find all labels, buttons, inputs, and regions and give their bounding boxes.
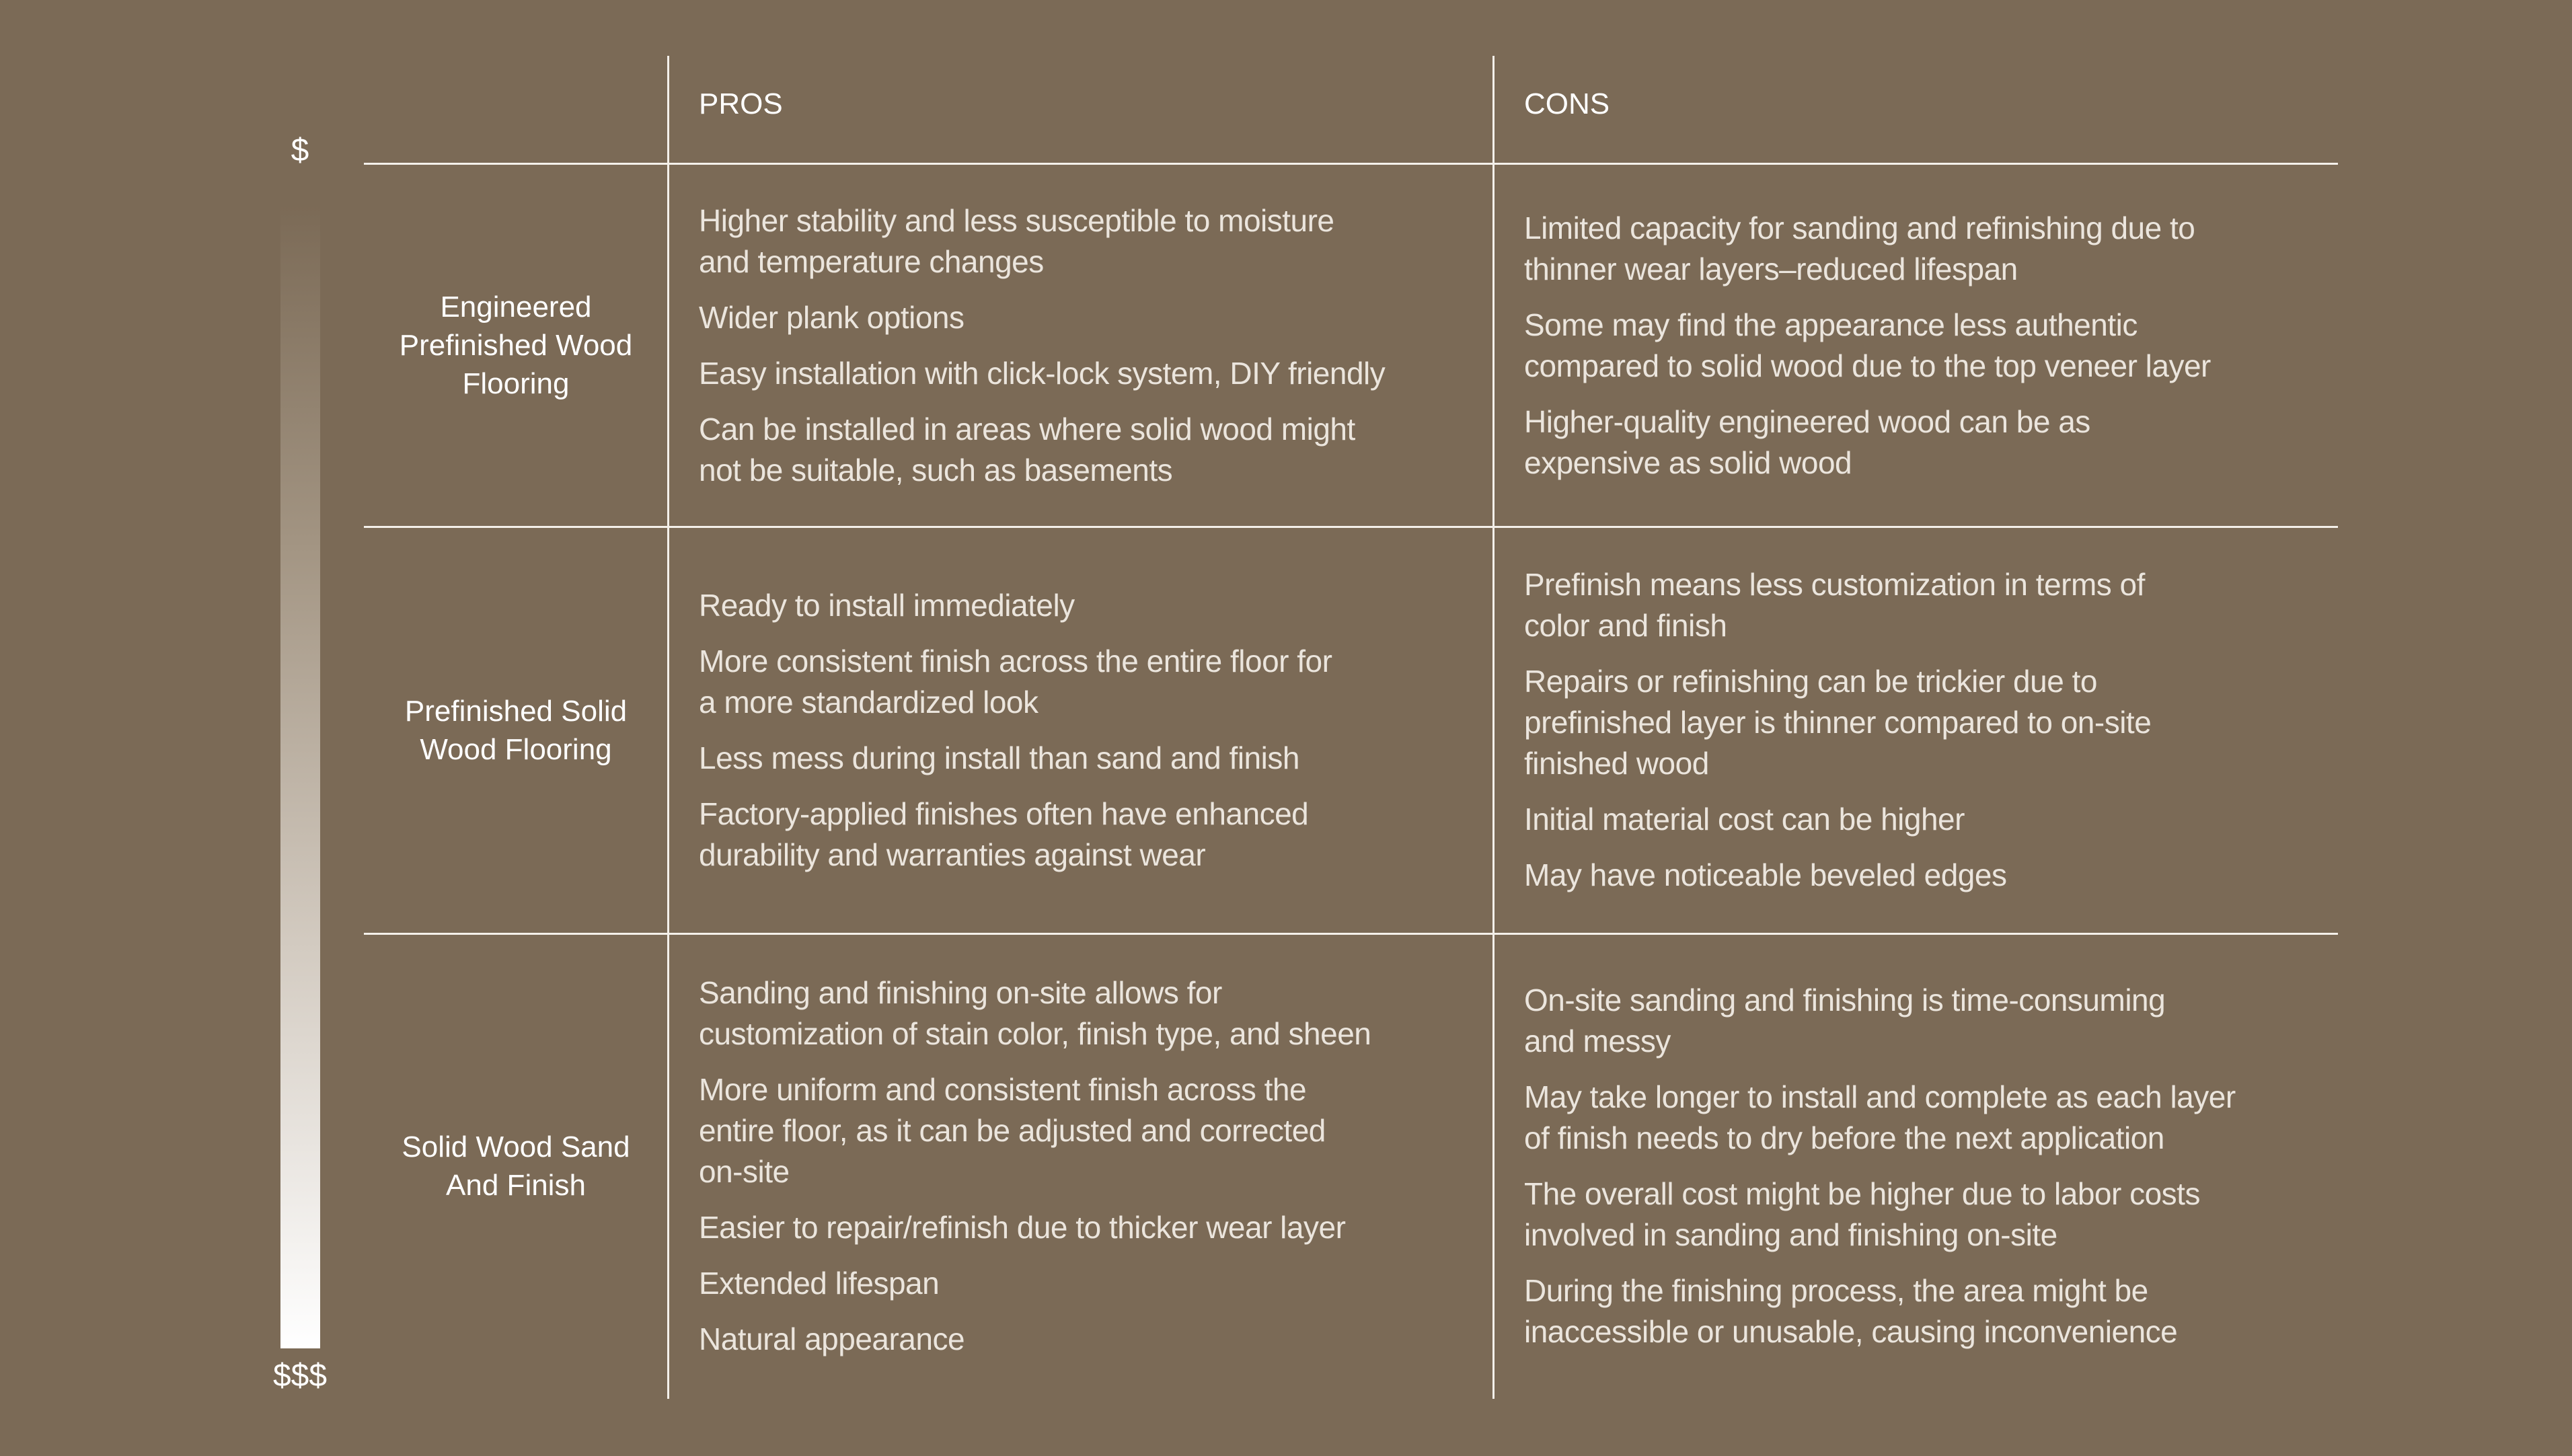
cons-cell <box>1524 164 2331 527</box>
pro-item: Factory-applied finishes often have enhanced durability and warranties against wear <box>699 796 1309 872</box>
con-item: Higher-quality engineered wood can be as expensive as solid wood <box>1524 404 2090 480</box>
price-gradient-bar <box>280 205 320 1348</box>
pros-header: PROS <box>699 87 783 120</box>
con-item: May take longer to install and complete as each layer of finish needs to dry before the next application <box>1524 1079 2236 1155</box>
column-divider-cons <box>1492 56 1495 1399</box>
pro-item: Extended lifespan <box>699 1266 940 1301</box>
pros-cell <box>699 933 1486 1399</box>
pro-item: Can be installed in areas where solid wood might not be suitable, such as basements <box>699 411 1355 488</box>
pros-cell <box>699 527 1486 933</box>
con-item: Initial material cost can be higher <box>1524 802 1965 837</box>
price-high-label: $$$ <box>272 1358 328 1393</box>
con-item: May have noticeable beveled edges <box>1524 857 2007 892</box>
row-label <box>364 527 668 933</box>
row-label-text: Solid Wood Sand And Finish <box>402 1131 630 1202</box>
row-label <box>364 164 668 527</box>
pro-item: Wider plank options <box>699 299 965 335</box>
pro-item: Sanding and finishing on-site allows for customization of stain color, finish type, and sheen <box>699 975 1371 1051</box>
pro-item: More consistent finish across the entire floor for a more standardized look <box>699 643 1332 720</box>
row-label-text: Prefinished Solid Wood Flooring <box>404 694 628 766</box>
con-item: Limited capacity for sanding and refinishing due to thinner wear layers–reduced lifespan <box>1524 210 2195 286</box>
cons-header: CONS <box>1524 87 1610 120</box>
pro-item: Easy installation with click-lock system, DIY friendly <box>699 355 1386 391</box>
row-label <box>364 933 668 1399</box>
pro-item: Ready to install immediately <box>699 587 1075 623</box>
con-item: Some may find the appearance less authentic compared to solid wood due to the top veneer layer <box>1524 307 2211 383</box>
price-low-label: $ <box>291 132 309 168</box>
con-item: On-site sanding and finishing is time-consuming and messy <box>1524 983 2166 1059</box>
pro-item: Natural appearance <box>699 1321 965 1356</box>
con-item: The overall cost might be higher due to labor costs involved in sanding and finishing on-site <box>1524 1176 2200 1252</box>
pro-item: Less mess during install than sand and finish <box>699 740 1299 775</box>
row-label-text: Engineered Prefinished Wood Flooring <box>399 291 633 400</box>
pro-item: Higher stability and less susceptible to moisture and temperature changes <box>699 202 1334 279</box>
con-item: Repairs or refinishing can be trickier due to prefinished layer is thinner compared to on-site finished wood <box>1524 664 2152 781</box>
cons-cell <box>1524 527 2331 933</box>
con-item: Prefinish means less customization in terms of color and finish <box>1524 567 2145 643</box>
cons-cell <box>1524 933 2331 1399</box>
pro-item: More uniform and consistent finish across the entire floor, as it can be adjusted and corrected on-site <box>699 1072 1326 1189</box>
pros-cell <box>699 164 1486 527</box>
pro-item: Easier to repair/refinish due to thicker wear layer <box>699 1210 1346 1245</box>
con-item: During the finishing process, the area might be inaccessible or unusable, causing inconvenience <box>1524 1273 2178 1349</box>
